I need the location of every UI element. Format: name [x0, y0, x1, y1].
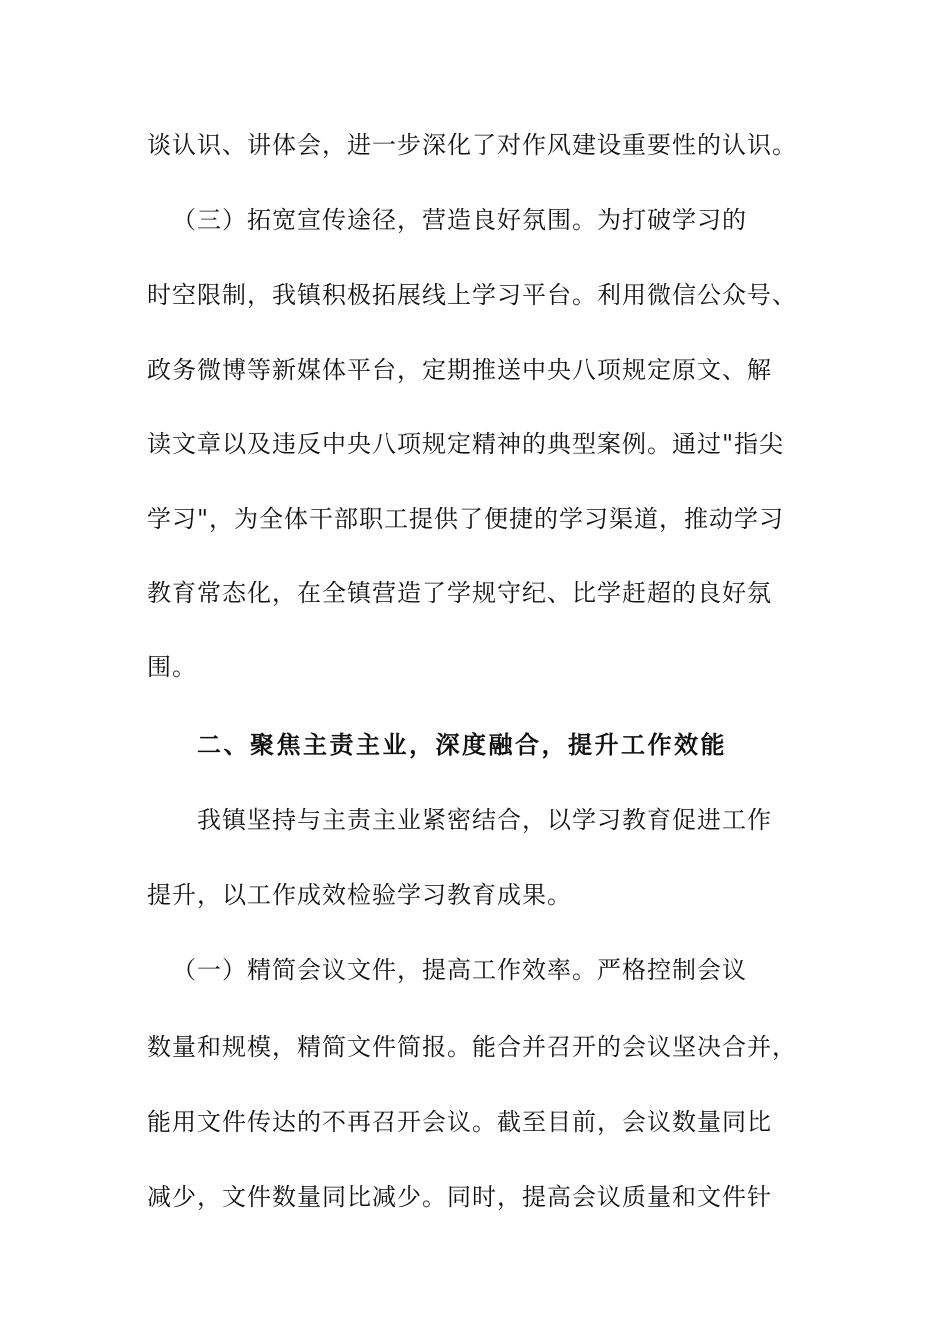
paragraph-line: 谈认识、讲体会，进一步深化了对作风建设重要性的认识。: [147, 131, 797, 159]
paragraph-line: 能用文件传达的不再召开会议。截至目前，会议数量同比: [147, 1108, 772, 1136]
paragraph-line: 围。: [147, 653, 197, 681]
paragraph-line: 数量和规模，精简文件简报。能合并召开的会议坚决合并，: [147, 1033, 797, 1061]
paragraph-line: 时空限制，我镇积极拓展线上学习平台。利用微信公众号、: [147, 281, 797, 309]
paragraph-line: 教育常态化，在全镇营造了学规守纪、比学赶超的良好氛: [147, 579, 772, 607]
subsection-heading-line: （一）精简会议文件，提高工作效率。严格控制会议: [172, 956, 747, 984]
paragraph-line: 政务微博等新媒体平台，定期推送中央八项规定原文、解: [147, 356, 772, 384]
paragraph-line: 我镇坚持与主责主业紧密结合，以学习教育促进工作: [197, 806, 772, 834]
paragraph-line: 减少，文件数量同比减少。同时，提高会议质量和文件针: [147, 1183, 772, 1211]
subsection-heading-line: （三）拓宽宣传途径，营造良好氛围。为打破学习的: [172, 206, 747, 234]
paragraph-line: 提升，以工作成效检验学习教育成果。: [147, 881, 572, 909]
paragraph-line: 学习"，为全体干部职工提供了便捷的学习渠道，推动学习: [147, 505, 785, 533]
section-heading: 二、聚焦主责主业，深度融合，提升工作效能: [197, 730, 727, 759]
paragraph-line: 读文章以及违反中央八项规定精神的典型案例。通过"指尖: [147, 430, 785, 458]
